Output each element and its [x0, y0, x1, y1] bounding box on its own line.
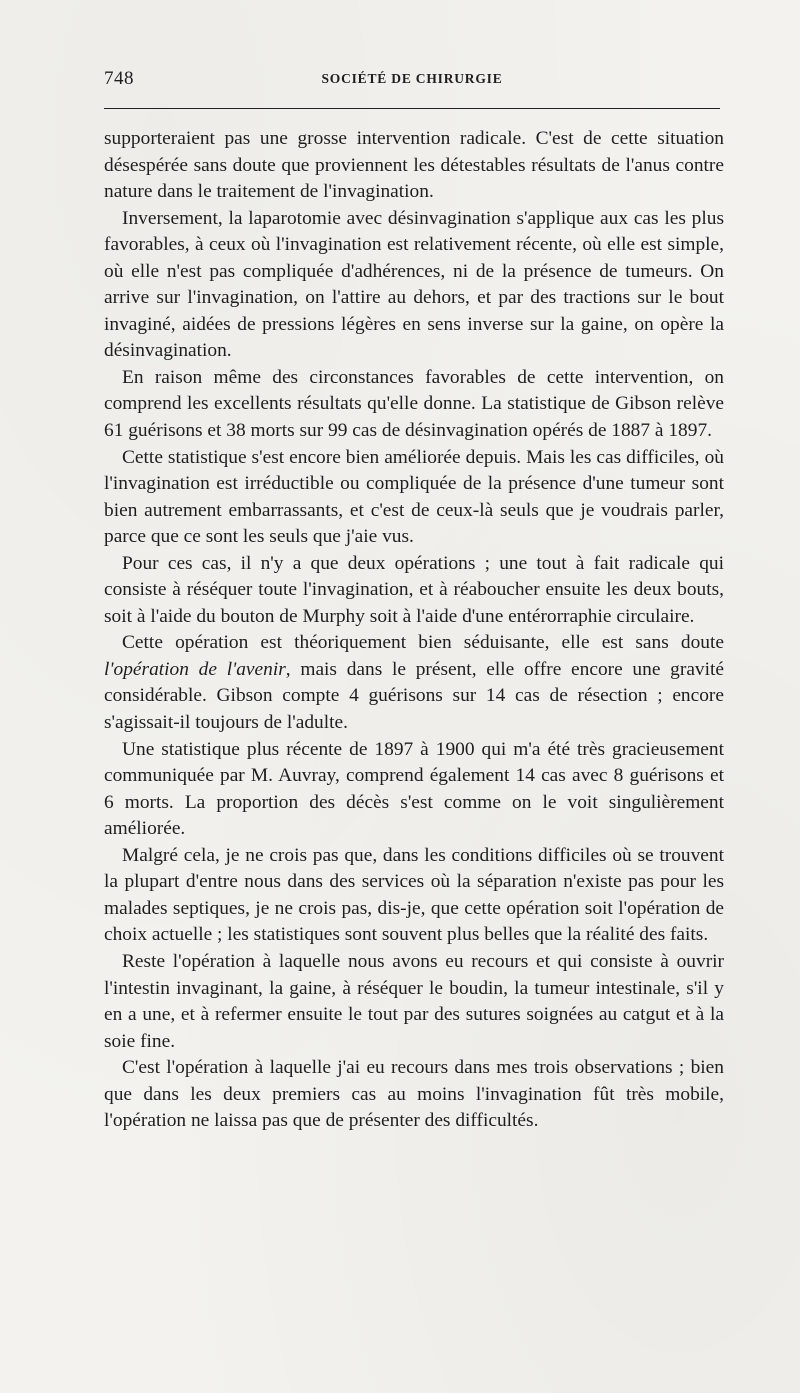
paragraph-malgre-cela: Malgré cela, je ne crois pas que, dans les conditions difficiles où se trouvent la plupart d'entre nous dans des services où la séparation n'existe pas pour les malades septiques, je ne crois pas, dis-je, que cette opération soit l'opération de choix actuelle ; les statistiques sont souvent plus belles que la réalité des faits. — [104, 844, 724, 946]
paragraph-statistique-recente: Une statistique plus récente de 1897 à 1900 qui m'a été très gracieusement communiquée par M. Auvray, comprend également 14 cas avec 8 guérisons et 6 morts. La proportion des décès s'est comme on le voit singulièrement améliorée. — [104, 738, 724, 840]
page-header — [104, 68, 720, 98]
paragraph-laparotomie: Inversement, la laparotomie avec désinvagination s'applique aux cas les plus favorables, à ceux où l'invagination est relativement récente, où elle est simple, où elle n'est pas compliquée d'adhérences, ni de la présence de tumeurs. On arrive sur l'invagination, on l'attire au dehors, et par des tractions sur le bout invaginé, aidées de pressions légères en sens inverse sur la gaine, on opère la désinvagination. — [104, 207, 724, 362]
paragraph-resection — [104, 630, 724, 736]
header-rule — [104, 108, 720, 109]
paragraph-deux-operations: Pour ces cas, il n'y a que deux opérations ; une tout à fait radicale qui consiste à réséquer toute l'invagination, et à réaboucher ensuite les deux bouts, soit à l'aide du bouton de Murphy soit à l'aide d'une entérorraphie circulaire. — [104, 552, 724, 627]
paragraph-resultats: En raison même des circonstances favorables de cette intervention, on comprend les excellents résultats qu'elle donne. La statistique de Gibson relève 61 guérisons et 38 morts sur 99 cas de désinvagination opérés de 1887 à 1897. — [104, 366, 724, 442]
paragraph-cas-difficiles: Cette statistique s'est encore bien améliorée depuis. Mais les cas difficiles, où l'invagination est irréductible ou compliquée de la présence d'une tumeur sont bien autrement embarrassants, et c'est de ceux-là seuls que je voudrais parler, parce que ce sont les seuls que j'aie vus. — [104, 446, 724, 548]
body-text — [104, 126, 724, 1135]
paragraph-reste-operation: Reste l'opération à laquelle nous avons eu recours et qui consiste à ouvrir l'intestin invaginant, la gaine, à réséquer le boudin, la tumeur intestinale, s'il y en a une, et à refermer ensuite le tout par des sutures soignées au catgut et à la soie fine. — [104, 950, 724, 1052]
page-number: 748 — [104, 68, 134, 89]
running-title: SOCIÉTÉ DE CHIRURGIE — [321, 71, 503, 86]
italic-phrase: l'opération de l'avenir — [104, 658, 286, 680]
paragraph-resection-text-2: , mais dans le présent, elle offre encore une gravité considérable. Gibson compte 4 guérisons sur 14 cas de résection ; encore s'agissait-il toujours de l'adulte. — [104, 658, 724, 734]
paragraph-trois-observations: C'est l'opération à laquelle j'ai eu recours dans mes trois observations ; bien que dans les deux premiers cas au moins l'invagination fût très mobile, l'opération ne laissa pas que de présenter des difficultés. — [104, 1057, 724, 1132]
paragraph-continued: supporteraient pas une grosse intervention radicale. C'est de cette situation désespérée sans doute que proviennent les détestables résultats de l'anus contre nature dans le traitement de l'invagination. — [104, 128, 724, 203]
paragraph-resection-text-1: Cette opération est théoriquement bien séduisante, elle est sans doute — [122, 632, 724, 654]
